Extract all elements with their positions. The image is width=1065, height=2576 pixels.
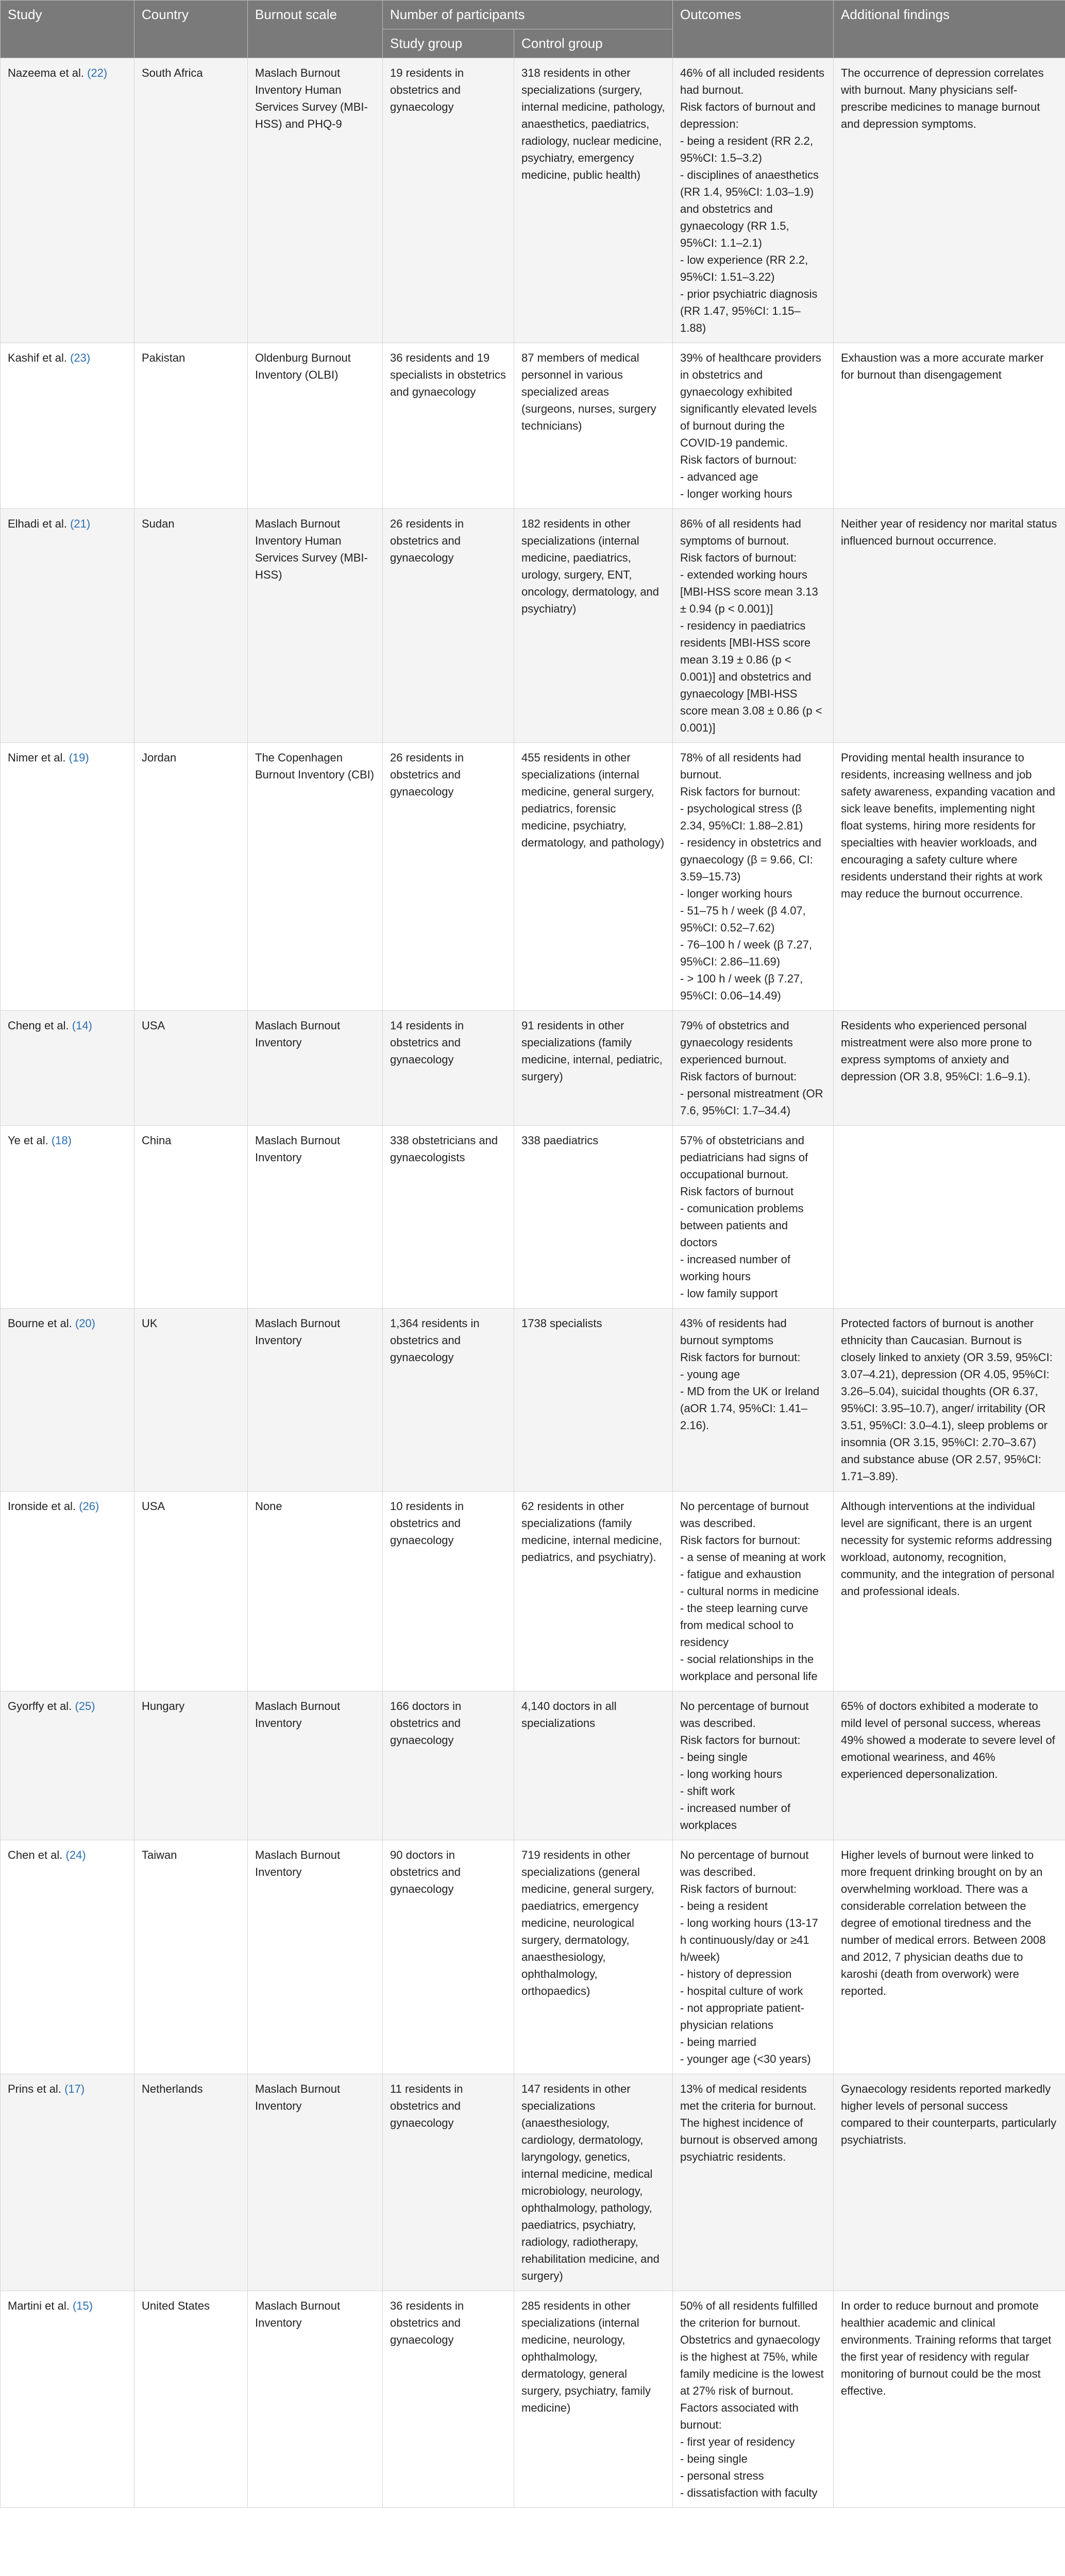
additional-findings-cell: In order to reduce burnout and promote healthier academic and clinical environments. Training reforms that target the first year of residency with regular monitoring of burnout could be the most effective. bbox=[834, 2291, 1065, 2508]
burnout-scale-cell: Maslach Burnout Inventory bbox=[248, 1011, 383, 1126]
study-name: Cheng et al. bbox=[8, 1019, 69, 1032]
country-cell: Netherlands bbox=[134, 2074, 248, 2291]
table-row bbox=[1, 343, 1065, 509]
control-group-cell: 455 residents in other specializations (internal medicine, general surgery, pediatrics, forensic medicine, psychiatry, dermatology, and pathology) bbox=[514, 743, 673, 1011]
control-group-cell: 318 residents in other specializations (surgery, internal medicine, pathology, anaesthetics, paediatrics, radiology, nuclear medicine, psychiatry, emergency medicine, public health) bbox=[514, 58, 673, 343]
reference-link[interactable]: (21) bbox=[70, 517, 91, 531]
outcomes-cell bbox=[673, 509, 834, 743]
control-group-cell: 1738 specialists bbox=[514, 1309, 673, 1492]
country-cell: USA bbox=[134, 1011, 248, 1126]
burnout-scale-cell: Maslach Burnout Inventory bbox=[248, 2291, 383, 2508]
additional-findings-cell: The occurrence of depression correlates with burnout. Many physicians self-prescribe medicines to manage burnout and depression symptoms. bbox=[834, 58, 1065, 343]
reference-link[interactable]: (19) bbox=[69, 751, 89, 765]
country-cell: Jordan bbox=[134, 743, 248, 1011]
outcome-line: - personal stress bbox=[680, 2469, 764, 2483]
header-study: Study bbox=[1, 1, 134, 58]
outcome-line: - residency in paediatrics residents [MBI-HSS score mean 3.19 ± 0.86 (p < 0.001)] and obstetrics and gynaecology [MBI-HSS score mean 3.08 ± 0.86 (p < 0.001)] bbox=[680, 619, 822, 735]
study-name: Bourne et al. bbox=[8, 1317, 72, 1330]
reference-link[interactable]: (17) bbox=[64, 2082, 85, 2096]
country-cell: United States bbox=[134, 2291, 248, 2508]
study-name: Ironside et al. bbox=[8, 1500, 76, 1513]
header-control-group: Control group bbox=[514, 29, 673, 58]
outcome-line: 39% of healthcare providers in obstetrics and gynaecology exhibited significantly elevated levels of burnout during the COVID-19 pandemic. bbox=[680, 351, 821, 450]
burnout-scale-cell: Maslach Burnout Inventory bbox=[248, 1840, 383, 2074]
outcome-line: Risk factors for burnout: bbox=[680, 785, 801, 799]
country-cell: Taiwan bbox=[134, 1840, 248, 2074]
table-row bbox=[1, 743, 1065, 1011]
outcome-line: - being a resident bbox=[680, 1900, 768, 1913]
outcome-line: - first year of residency bbox=[680, 2435, 795, 2449]
table-row bbox=[1, 1126, 1065, 1309]
outcomes-cell bbox=[673, 1011, 834, 1126]
table-header bbox=[1, 1, 1065, 58]
outcome-line: 13% of medical residents met the criteria for burnout. bbox=[680, 2082, 817, 2113]
table-row bbox=[1, 509, 1065, 743]
outcome-line: - social relationships in the workplace and personal life bbox=[680, 1653, 818, 1683]
burnout-scale-cell: Maslach Burnout Inventory Human Services Survey (MBI-HSS) bbox=[248, 509, 383, 743]
outcome-line: Risk factors of burnout: bbox=[680, 453, 797, 467]
outcome-line: - advanced age bbox=[680, 470, 758, 484]
country-cell: USA bbox=[134, 1492, 248, 1691]
outcome-line: - cultural norms in medicine bbox=[680, 1585, 819, 1598]
study-cell bbox=[1, 58, 134, 343]
outcome-line: - extended working hours [MBI-HSS score mean 3.13 ± 0.94 (p < 0.001)] bbox=[680, 568, 818, 616]
outcome-line: - increased number of workplaces bbox=[680, 1802, 790, 1832]
study-cell bbox=[1, 2074, 134, 2291]
reference-link[interactable]: (23) bbox=[70, 351, 91, 365]
additional-findings-cell: 65% of doctors exhibited a moderate to mild level of personal success, whereas 49% showed a moderate to severe level of emotional weariness, and 46% experienced depersonalization. bbox=[834, 1691, 1065, 1840]
control-group-cell: 719 residents in other specializations (general medicine, general surgery, paediatrics, emergency medicine, neurological surgery, dermatology, anaesthesiology, ophthalmology, orthopaedics) bbox=[514, 1840, 673, 2074]
burnout-scale-cell: Maslach Burnout Inventory Human Services Survey (MBI-HSS) and PHQ-9 bbox=[248, 58, 383, 343]
additional-findings-cell: Higher levels of burnout were linked to more frequent drinking brought on by an overwhelming workload. There was a considerable correlation between the degree of emotional tiredness and the number of medical errors. Between 2008 and 2012, 7 physician deaths due to karoshi (death from overwork) were reported. bbox=[834, 1840, 1065, 2074]
outcome-line: - a sense of meaning at work bbox=[680, 1551, 826, 1564]
outcome-line: 78% of all residents had burnout. bbox=[680, 751, 801, 782]
additional-findings-cell: Gynaecology residents reported markedly higher levels of personal success compared to their counterparts, particularly psychiatrists. bbox=[834, 2074, 1065, 2291]
additional-findings-cell: Exhaustion was a more accurate marker for burnout than disengagement bbox=[834, 343, 1065, 509]
additional-findings-cell: Providing mental health insurance to residents, increasing wellness and job safety awareness, expanding vacation and sick leave benefits, implementing night float systems, hiring more residents for specialties with heavier workloads, and encouraging a safety culture where residents understand their rights at work may reduce the burnout occurrence. bbox=[834, 743, 1065, 1011]
study-name: Chen et al. bbox=[8, 1849, 63, 1862]
study-group-cell: 26 residents in obstetrics and gynaecology bbox=[383, 509, 514, 743]
outcome-line: - long working hours (13-17 h continuously/day or ≥41 h/week) bbox=[680, 1917, 818, 1964]
control-group-cell: 62 residents in other specializations (family medicine, internal medicine, pediatrics, and psychiatry). bbox=[514, 1492, 673, 1691]
study-name: Kashif et al. bbox=[8, 351, 67, 365]
control-group-cell: 91 residents in other specializations (family medicine, internal, pediatric, surgery) bbox=[514, 1011, 673, 1126]
outcome-line: Risk factors of burnout: bbox=[680, 1883, 797, 1896]
outcome-line: Risk factors for burnout: bbox=[680, 1734, 801, 1747]
header-country: Country bbox=[134, 1, 248, 58]
study-name: Gyorffy et al. bbox=[8, 1700, 72, 1713]
outcome-line: - 76–100 h / week (β 7.27, 95%CI: 2.86–11.69) bbox=[680, 938, 813, 969]
study-cell bbox=[1, 1492, 134, 1691]
outcome-line: 86% of all residents had symptoms of burnout. bbox=[680, 517, 801, 548]
study-cell bbox=[1, 743, 134, 1011]
study-group-cell: 14 residents in obstetrics and gynaecology bbox=[383, 1011, 514, 1126]
outcome-line: - low family support bbox=[680, 1287, 778, 1300]
outcomes-cell bbox=[673, 2074, 834, 2291]
study-cell bbox=[1, 1011, 134, 1126]
country-cell: China bbox=[134, 1126, 248, 1309]
control-group-cell: 87 members of medical personnel in various specialized areas (surgeons, nurses, surgery technicians) bbox=[514, 343, 673, 509]
study-name: Ye et al. bbox=[8, 1134, 48, 1147]
table-row bbox=[1, 1309, 1065, 1492]
additional-findings-cell: Protected factors of burnout is another ethnicity than Caucasian. Burnout is closely linked to anxiety (OR 3.59, 95%CI: 3.07–4.21), depression (OR 4.05, 95%CI: 3.26–5.04), suicidal thoughts (OR 6.37, 95%CI: 3.95–10.7), anger/ irritability (OR 3.51, 95%CI: 3.0–4.1), sleep problems or insomnia (OR 3.15, 95%CI: 2.70–3.67) and substance abuse (OR 2.57, 95%CI: 1.71–3.89). bbox=[834, 1309, 1065, 1492]
reference-link[interactable]: (15) bbox=[72, 2299, 93, 2313]
outcome-line: - long working hours bbox=[680, 1768, 783, 1781]
study-cell bbox=[1, 509, 134, 743]
study-name: Prins et al. bbox=[8, 2082, 61, 2096]
study-name: Martini et al. bbox=[8, 2299, 70, 2313]
outcome-line: Risk factors of burnout and depression: bbox=[680, 100, 816, 131]
outcome-line: 43% of residents had burnout symptoms bbox=[680, 1317, 787, 1347]
outcome-line: - shift work bbox=[680, 1785, 735, 1798]
study-cell bbox=[1, 1126, 134, 1309]
study-cell bbox=[1, 1691, 134, 1840]
burnout-scale-cell: Maslach Burnout Inventory bbox=[248, 1309, 383, 1492]
table-row bbox=[1, 1011, 1065, 1126]
outcome-line: Risk factors of burnout: bbox=[680, 551, 797, 565]
burnout-scale-cell: The Copenhagen Burnout Inventory (CBI) bbox=[248, 743, 383, 1011]
outcome-line: - younger age (<30 years) bbox=[680, 2053, 811, 2066]
outcome-line: - comunication problems between patients and doctors bbox=[680, 1202, 804, 1249]
outcome-line: - dissatisfaction with faculty bbox=[680, 2486, 818, 2500]
header-study-group: Study group bbox=[383, 29, 514, 58]
outcome-line: No percentage of burnout was described. bbox=[680, 1700, 809, 1730]
table-row bbox=[1, 1691, 1065, 1840]
country-cell: Pakistan bbox=[134, 343, 248, 509]
additional-findings-cell: Neither year of residency nor marital status influenced burnout occurrence. bbox=[834, 509, 1065, 743]
reference-link[interactable]: (18) bbox=[51, 1134, 72, 1147]
reference-link[interactable]: (26) bbox=[79, 1500, 99, 1513]
reference-link[interactable]: (25) bbox=[75, 1700, 95, 1713]
outcomes-cell bbox=[673, 343, 834, 509]
outcome-line: No percentage of burnout was described. bbox=[680, 1849, 809, 1879]
study-group-cell: 11 residents in obstetrics and gynaecology bbox=[383, 2074, 514, 2291]
outcomes-cell bbox=[673, 743, 834, 1011]
country-cell: UK bbox=[134, 1309, 248, 1492]
additional-findings-cell: Residents who experienced personal mistreatment were also more prone to express symptoms of anxiety and depression (OR 3.8, 95%CI: 1.6–9.1). bbox=[834, 1011, 1065, 1126]
control-group-cell: 285 residents in other specializations (internal medicine, neurology, ophthalmology, dermatology, general surgery, psychiatry, family medicine) bbox=[514, 2291, 673, 2508]
outcome-line: - being married bbox=[680, 2036, 756, 2049]
header-burnout-scale: Burnout scale bbox=[248, 1, 383, 58]
outcomes-cell bbox=[673, 1691, 834, 1840]
header-additional-findings: Additional findings bbox=[834, 1, 1065, 58]
table-row bbox=[1, 1492, 1065, 1691]
outcome-line: Risk factors of burnout bbox=[680, 1185, 794, 1198]
control-group-cell: 338 paediatrics bbox=[514, 1126, 673, 1309]
header-participants: Number of participants bbox=[383, 1, 673, 29]
additional-findings-cell: Although interventions at the individual level are significant, there is an urgent necessity for systemic reforms addressing workload, autonomy, recognition, community, and the integration of personal and professional ideals. bbox=[834, 1492, 1065, 1691]
study-group-cell: 26 residents in obstetrics and gynaecology bbox=[383, 743, 514, 1011]
outcome-line: - being a resident (RR 2.2, 95%CI: 1.5–3.2) bbox=[680, 134, 814, 165]
outcome-line: - psychological stress (β 2.34, 95%CI: 1.88–2.81) bbox=[680, 802, 803, 833]
outcomes-cell bbox=[673, 1492, 834, 1691]
outcomes-cell bbox=[673, 1840, 834, 2074]
study-cell bbox=[1, 2291, 134, 2508]
outcome-line: Risk factors of burnout: bbox=[680, 1070, 797, 1083]
study-group-cell: 36 residents and 19 specialists in obstetrics and gynaecology bbox=[383, 343, 514, 509]
outcomes-cell bbox=[673, 1309, 834, 1492]
reference-link[interactable]: (20) bbox=[75, 1317, 95, 1330]
outcome-line: Factors associated with burnout: bbox=[680, 2401, 799, 2432]
study-name: Elhadi et al. bbox=[8, 517, 67, 531]
study-group-cell: 19 residents in obstetrics and gynaecology bbox=[383, 58, 514, 343]
outcome-line: - longer working hours bbox=[680, 487, 792, 501]
country-cell: Sudan bbox=[134, 509, 248, 743]
outcomes-cell bbox=[673, 58, 834, 343]
control-group-cell: 4,140 doctors in all specializations bbox=[514, 1691, 673, 1840]
table-row bbox=[1, 1840, 1065, 2074]
outcome-line: - not appropriate patient-physician relations bbox=[680, 2002, 804, 2032]
table-row bbox=[1, 2074, 1065, 2291]
outcome-line: - MD from the UK or Ireland (aOR 1.74, 95%CI: 1.41–2.16). bbox=[680, 1385, 820, 1432]
study-group-cell: 36 residents in obstetrics and gynaecology bbox=[383, 2291, 514, 2508]
outcome-line: 50% of all residents fulfilled the criterion for burnout. Obstetrics and gynaecology is the highest at 75%, while family medicine is the lowest at 27% risk of burnout. bbox=[680, 2299, 824, 2398]
outcome-line: - disciplines of anaesthetics (RR 1.4, 95%CI: 1.03–1.9) and obstetrics and gynaecology (RR 1.5, 95%CI: 1.1–2.1) bbox=[680, 168, 819, 250]
outcome-line: Risk factors for burnout: bbox=[680, 1351, 801, 1364]
outcome-line: - hospital culture of work bbox=[680, 1985, 803, 1998]
burnout-scale-cell: Maslach Burnout Inventory bbox=[248, 2074, 383, 2291]
reference-link[interactable]: (14) bbox=[72, 1019, 92, 1032]
outcome-line: 57% of obstetricians and pediatricians had signs of occupational burnout. bbox=[680, 1134, 808, 1181]
outcome-line: No percentage of burnout was described. bbox=[680, 1500, 809, 1530]
outcome-line: - being single bbox=[680, 1751, 748, 1764]
study-cell bbox=[1, 1309, 134, 1492]
header-outcomes: Outcomes bbox=[673, 1, 834, 58]
country-cell: Hungary bbox=[134, 1691, 248, 1840]
outcome-line: The highest incidence of burnout is observed among psychiatric residents. bbox=[680, 2116, 818, 2164]
table-row bbox=[1, 58, 1065, 343]
study-cell bbox=[1, 1840, 134, 2074]
outcome-line: - history of depression bbox=[680, 1968, 792, 1981]
study-group-cell: 166 doctors in obstetrics and gynaecology bbox=[383, 1691, 514, 1840]
outcome-line: - personal mistreatment (OR 7.6, 95%CI: 1.7–34.4) bbox=[680, 1087, 823, 1117]
study-name: Nimer et al. bbox=[8, 751, 66, 765]
burnout-scale-cell: Maslach Burnout Inventory bbox=[248, 1691, 383, 1840]
outcome-line: - low experience (RR 2.2, 95%CI: 1.51–3.22) bbox=[680, 253, 808, 284]
outcome-line: - being single bbox=[680, 2452, 748, 2466]
outcome-line: 46% of all included residents had burnout. bbox=[680, 66, 825, 97]
study-cell bbox=[1, 343, 134, 509]
outcomes-cell bbox=[673, 1126, 834, 1309]
country-cell: South Africa bbox=[134, 58, 248, 343]
outcome-line: - fatigue and exhaustion bbox=[680, 1568, 801, 1581]
additional-findings-cell bbox=[834, 1126, 1065, 1309]
outcome-line: - the steep learning curve from medical school to residency bbox=[680, 1602, 808, 1649]
outcome-line: - > 100 h / week (β 7.27, 95%CI: 0.06–14.49) bbox=[680, 972, 803, 1003]
control-group-cell: 182 residents in other specializations (internal medicine, paediatrics, urology, surgery, ENT, oncology, dermatology, and psychiatry) bbox=[514, 509, 673, 743]
control-group-cell: 147 residents in other specializations (anaesthesiology, cardiology, dermatology, laryngology, genetics, internal medicine, medical microbiology, neurology, ophthalmology, pathology, paediatrics, psychiatry, radiology, radiotherapy, rehabilitation medicine, and surgery) bbox=[514, 2074, 673, 2291]
study-group-cell: 10 residents in obstetrics and gynaecology bbox=[383, 1492, 514, 1691]
outcome-line: - young age bbox=[680, 1368, 740, 1381]
outcome-line: - 51–75 h / week (β 4.07, 95%CI: 0.52–7.62) bbox=[680, 904, 806, 935]
reference-link[interactable]: (24) bbox=[65, 1849, 86, 1862]
table-body bbox=[1, 58, 1065, 2508]
burnout-scale-cell: None bbox=[248, 1492, 383, 1691]
outcome-line: Risk factors for burnout: bbox=[680, 1534, 801, 1547]
outcome-line: 79% of obstetrics and gynaecology residents experienced burnout. bbox=[680, 1019, 793, 1066]
table-row bbox=[1, 2291, 1065, 2508]
study-name: Nazeema et al. bbox=[8, 66, 84, 80]
study-group-cell: 338 obstetricians and gynaecologists bbox=[383, 1126, 514, 1309]
outcome-line: - longer working hours bbox=[680, 887, 792, 901]
burnout-scale-cell: Oldenburg Burnout Inventory (OLBI) bbox=[248, 343, 383, 509]
outcome-line: - residency in obstetrics and gynaecology (β = 9.66, CI: 3.59–15.73) bbox=[680, 836, 821, 884]
outcome-line: - increased number of working hours bbox=[680, 1253, 790, 1283]
reference-link[interactable]: (22) bbox=[87, 66, 108, 80]
outcome-line: - prior psychiatric diagnosis (RR 1.47, 95%CI: 1.15–1.88) bbox=[680, 287, 818, 335]
study-group-cell: 1,364 residents in obstetrics and gynaecology bbox=[383, 1309, 514, 1492]
study-group-cell: 90 doctors in obstetrics and gynaecology bbox=[383, 1840, 514, 2074]
burnout-scale-cell: Maslach Burnout Inventory bbox=[248, 1126, 383, 1309]
outcomes-cell bbox=[673, 2291, 834, 2508]
